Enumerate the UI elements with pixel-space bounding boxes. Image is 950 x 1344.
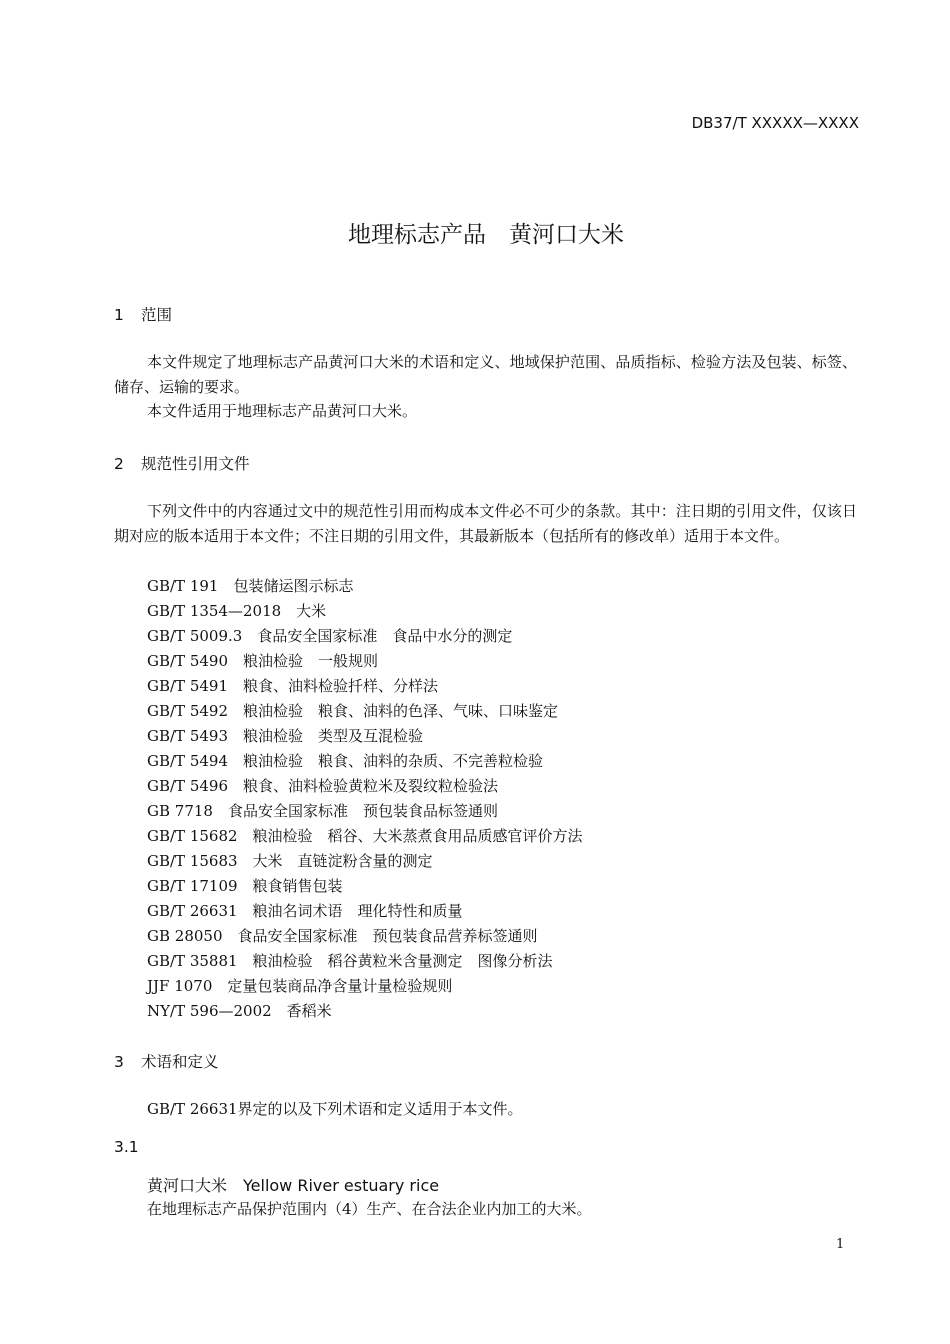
reference-item: GB/T 5490 粮油检验 一般规则 bbox=[147, 652, 379, 670]
reference-item: GB/T 15682 粮油检验 稻谷、大米蒸煮食用品质感官评价方法 bbox=[147, 827, 583, 845]
page-number: 1 bbox=[836, 1237, 845, 1252]
paragraph: 本文件规定了地理标志产品黄河口大米的术语和定义、地域保护范围、品质指标、检验方法及包装、标签、储存、运输的要求。 bbox=[114, 353, 857, 396]
term-title: 黄河口大米 Yellow River estuary rice bbox=[147, 1176, 440, 1195]
reference-item: GB/T 35881 粮油检验 稻谷黄粒米含量测定 图像分析法 bbox=[147, 952, 553, 970]
reference-item: GB/T 5493 粮油检验 类型及互混检验 bbox=[147, 727, 424, 745]
section-1-heading bbox=[114, 303, 172, 325]
reference-item: GB 28050 食品安全国家标准 预包装食品营养标签通则 bbox=[147, 927, 538, 945]
section-3-heading bbox=[114, 1050, 219, 1072]
reference-item: GB/T 5496 粮食、油料检验黄粒米及裂纹粒检验法 bbox=[147, 777, 499, 795]
section-title: 范围 bbox=[141, 306, 173, 324]
section-title: 规范性引用文件 bbox=[141, 455, 250, 473]
reference-item: GB/T 17109 粮食销售包装 bbox=[147, 877, 343, 895]
document-title: 地理标志产品 黄河口大米 bbox=[348, 222, 624, 248]
subsection-number: 3.1 bbox=[114, 1138, 139, 1156]
reference-item: GB/T 26631 粮油名词术语 理化特性和质量 bbox=[147, 902, 463, 920]
reference-item: GB/T 5492 粮油检验 粮食、油料的色泽、气味、口味鉴定 bbox=[147, 702, 559, 720]
paragraph: 下列文件中的内容通过文中的规范性引用而构成本文件必不可少的条款。其中：注日期的引用文件，仅该日期对应的版本适用于本文件；不注日期的引用文件，其最新版本（包括所有的修改单）适用于本文件。 bbox=[114, 502, 857, 545]
term-definition: 在地理标志产品保护范围内（4）生产、在合法企业内加工的大米。 bbox=[147, 1200, 592, 1218]
section-title: 术语和定义 bbox=[141, 1053, 219, 1071]
reference-item: GB/T 15683 大米 直链淀粉含量的测定 bbox=[147, 852, 433, 870]
reference-item: GB/T 1354—2018 大米 bbox=[147, 602, 327, 620]
reference-list bbox=[147, 574, 583, 1024]
document-code: DB37/T XXXXX—XXXX bbox=[691, 114, 859, 132]
section-number: 3 bbox=[114, 1053, 124, 1071]
reference-item: GB/T 5494 粮油检验 粮食、油料的杂质、不完善粒检验 bbox=[147, 752, 544, 770]
reference-item: GB/T 191 包装储运图示标志 bbox=[147, 577, 354, 595]
section-2-heading bbox=[114, 452, 250, 474]
reference-item: JJF 1070 定量包装商品净含量计量检验规则 bbox=[147, 977, 453, 995]
reference-item: GB/T 5491 粮食、油料检验扦样、分样法 bbox=[147, 677, 439, 695]
paragraph: 本文件适用于地理标志产品黄河口大米。 bbox=[147, 402, 418, 420]
reference-item: GB 7718 食品安全国家标准 预包装食品标签通则 bbox=[147, 802, 498, 820]
reference-item: GB/T 5009.3 食品安全国家标准 食品中水分的测定 bbox=[147, 627, 513, 645]
reference-item: NY/T 596—2002 香稻米 bbox=[147, 1002, 332, 1020]
section-number: 1 bbox=[114, 306, 124, 324]
paragraph: GB/T 26631界定的以及下列术语和定义适用于本文件。 bbox=[147, 1100, 523, 1118]
section-number: 2 bbox=[114, 455, 124, 473]
